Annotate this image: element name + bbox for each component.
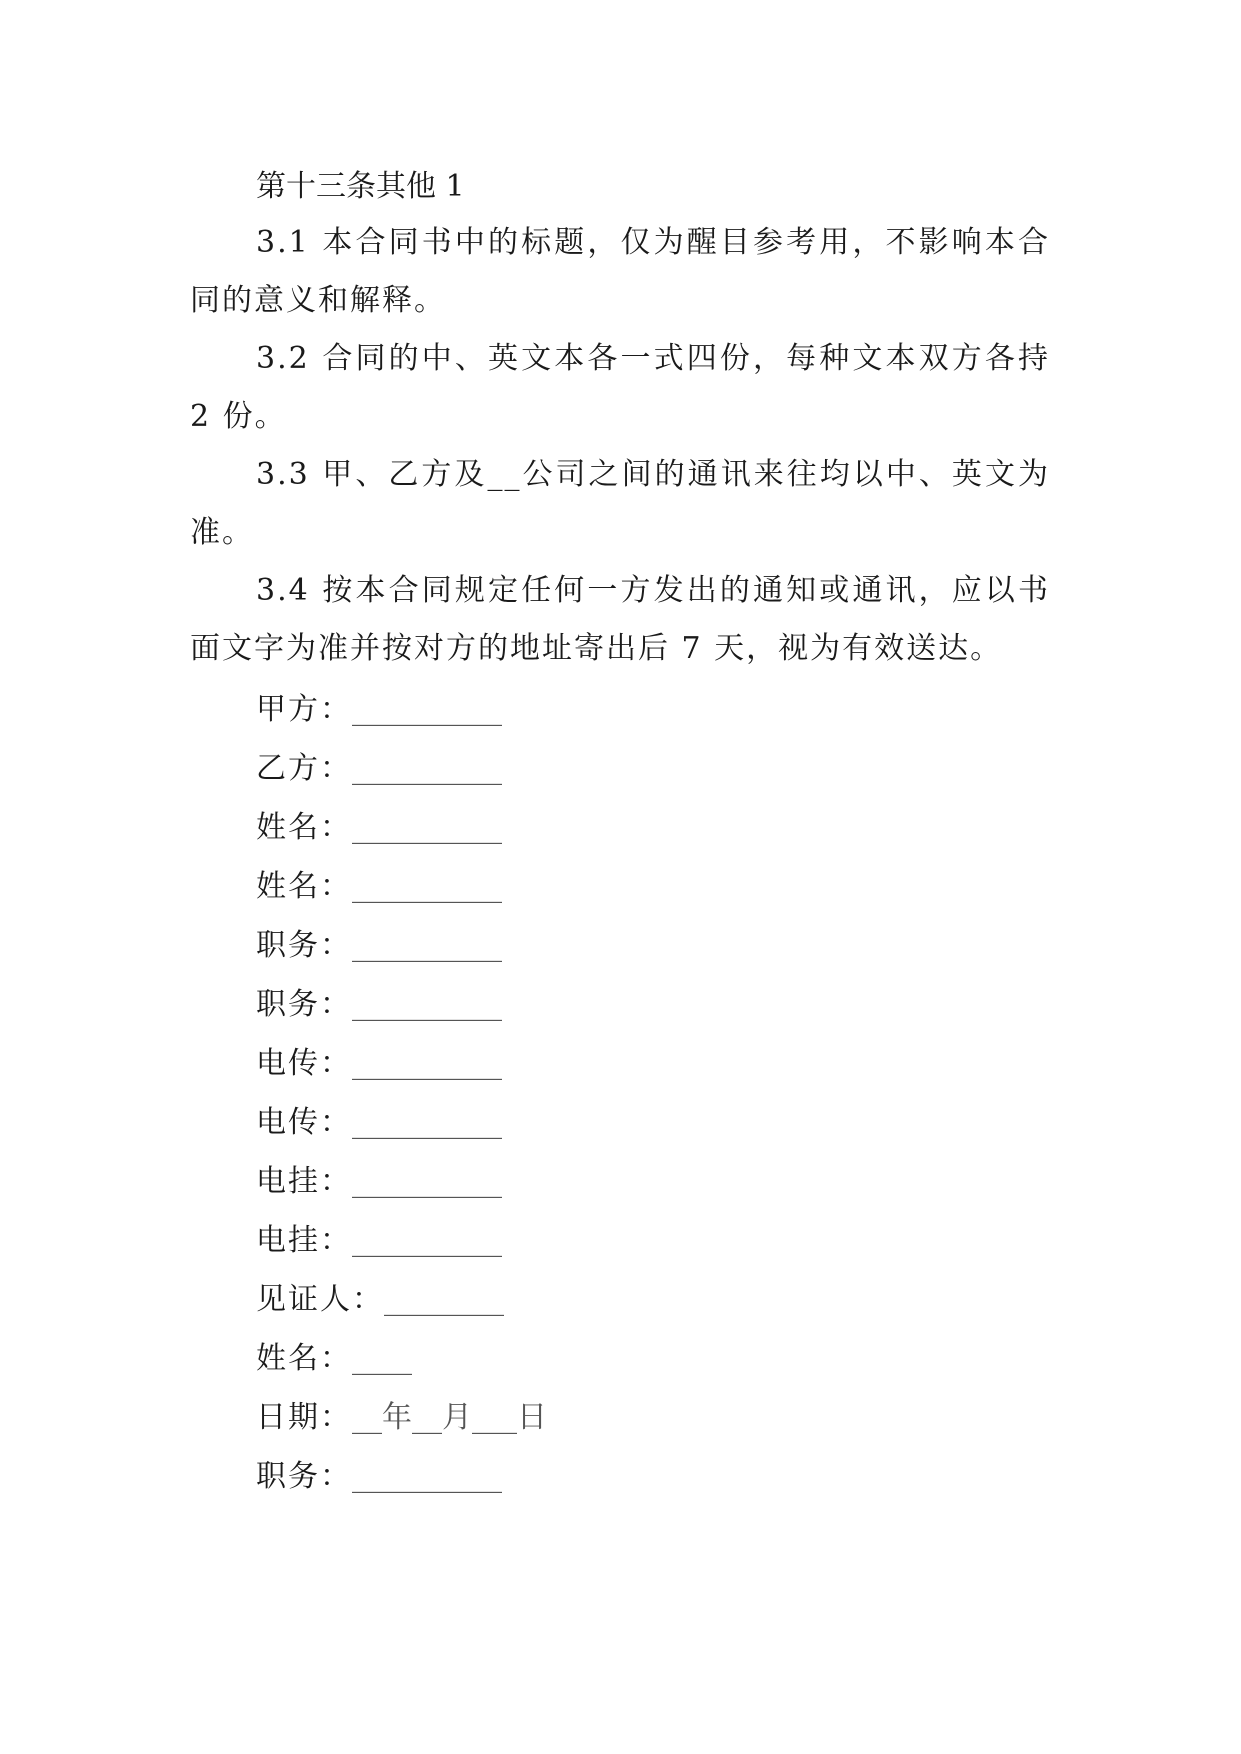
signature-fields — [190, 680, 1050, 1506]
field-blank: __________ — [352, 1046, 502, 1081]
field-date — [190, 1388, 1050, 1447]
field-witness-name — [190, 1329, 1050, 1388]
field-label: 电挂： — [256, 1223, 352, 1258]
field-party-b — [190, 739, 1050, 798]
field-label: 职务： — [256, 987, 352, 1022]
field-witness-title — [190, 1447, 1050, 1506]
field-label: 见证人： — [256, 1282, 384, 1317]
field-cable-a — [190, 1152, 1050, 1211]
clause-3-3: 3.3 甲、乙方及__公司之间的通讯来往均以中、英文为准。 — [190, 457, 1050, 550]
field-blank: ________ — [384, 1282, 504, 1317]
field-blank: __________ — [352, 1105, 502, 1140]
field-label: 电挂： — [256, 1164, 352, 1199]
clause-3-2: 3.2 合同的中、英文本各一式四份，每种文本双方各持 2 份。 — [190, 341, 1050, 434]
field-label: 职务： — [256, 1459, 352, 1494]
field-label: 电传： — [256, 1046, 352, 1081]
field-blank: __________ — [352, 692, 502, 727]
field-name-b — [190, 857, 1050, 916]
clause-3-1: 3.1 本合同书中的标题，仅为醒目参考用，不影响本合同的意义和解释。 — [190, 225, 1050, 318]
field-label: 姓名： — [256, 869, 352, 904]
field-label: 电传： — [256, 1105, 352, 1140]
field-blank: __________ — [352, 1164, 502, 1199]
field-blank: __________ — [352, 1459, 502, 1494]
field-title-b — [190, 975, 1050, 1034]
field-blank: __________ — [352, 869, 502, 904]
field-blank: __________ — [352, 751, 502, 786]
field-blank: __________ — [352, 987, 502, 1022]
field-blank: ____ — [352, 1341, 412, 1376]
field-telex-b — [190, 1093, 1050, 1152]
field-label: 姓名： — [256, 810, 352, 845]
field-party-a — [190, 680, 1050, 739]
field-blank: __________ — [352, 810, 502, 845]
field-label: 甲方： — [256, 692, 352, 727]
clause-3-4: 3.4 按本合同规定任何一方发出的通知或通讯，应以书面文字为准并按对方的地址寄出后 7 天，视为有效送达。 — [190, 573, 1050, 666]
field-blank: __年__月___日 — [352, 1400, 547, 1435]
document-body — [190, 160, 1050, 1506]
field-witness — [190, 1270, 1050, 1329]
field-label: 乙方： — [256, 751, 352, 786]
field-label: 职务： — [256, 928, 352, 963]
field-telex-a — [190, 1034, 1050, 1093]
field-cable-b — [190, 1211, 1050, 1270]
field-label: 姓名： — [256, 1341, 352, 1376]
field-label: 日期： — [256, 1400, 352, 1435]
field-title-a — [190, 916, 1050, 975]
section-heading: 第十三条其他 1 — [256, 169, 465, 204]
field-name-a — [190, 798, 1050, 857]
field-blank: __________ — [352, 928, 502, 963]
field-blank: __________ — [352, 1223, 502, 1258]
